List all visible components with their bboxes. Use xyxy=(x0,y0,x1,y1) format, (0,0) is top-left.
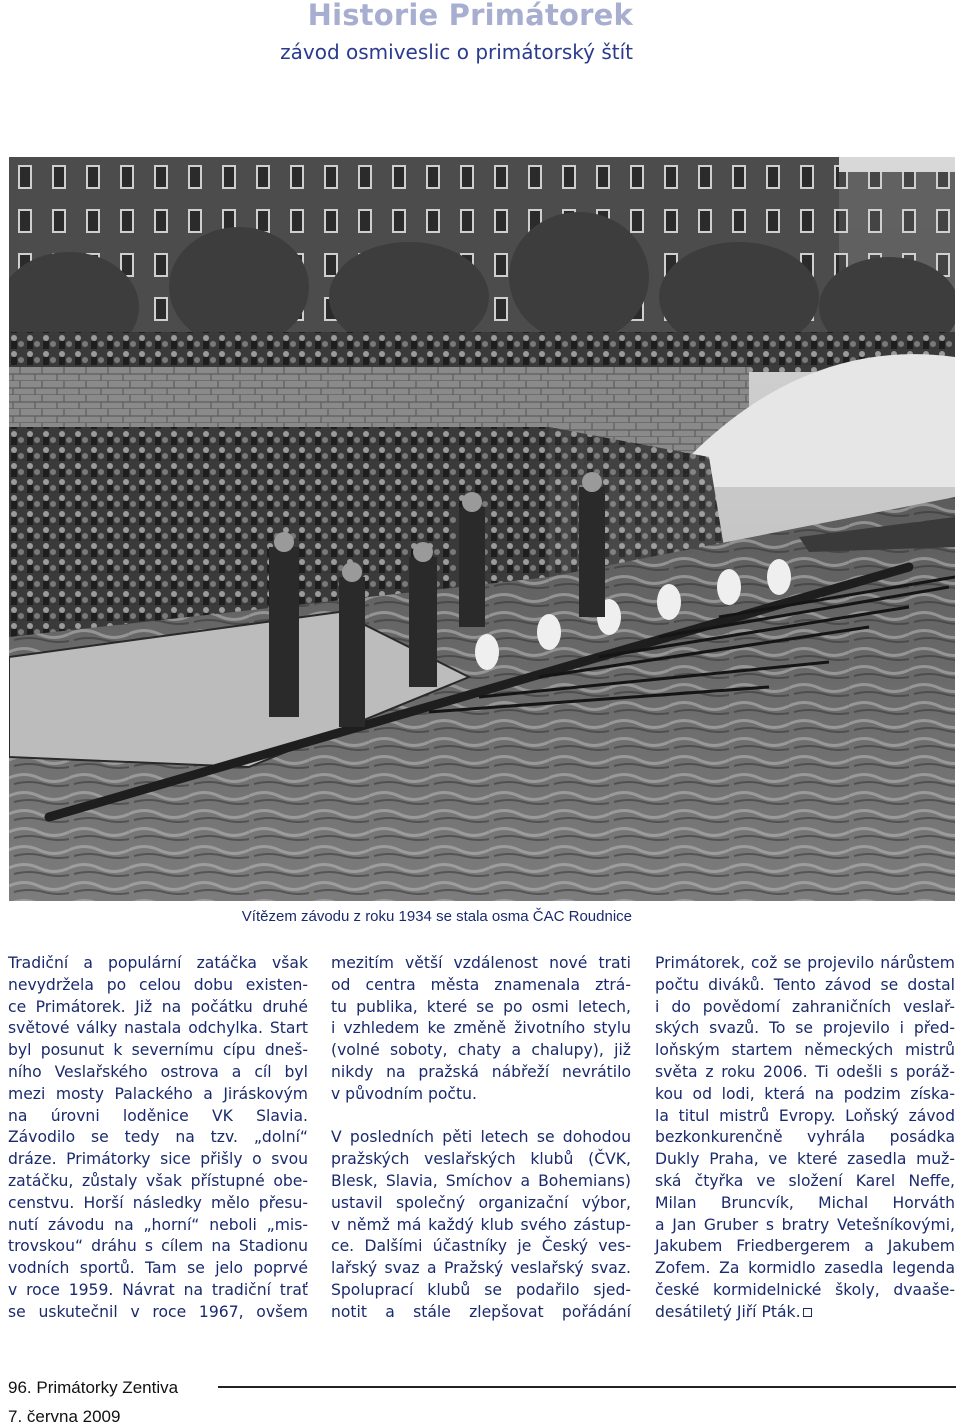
text-line: Zofem. Za kormidlo zasedla legenda xyxy=(655,1259,955,1278)
text-line: desátiletý Jiří Pták. xyxy=(655,1302,801,1321)
text-line: (volné soboty, chaty a chalupy), již xyxy=(331,1041,631,1060)
text-line: i vzhledem ke změně životního stylu xyxy=(331,1019,631,1038)
text-line: Jakubem Friedbergerem a Jakubem xyxy=(655,1237,955,1256)
text-line: ního Veslařského ostrova a cíl byl xyxy=(8,1062,308,1081)
text-line: dráze. Primátorky sice přišly o svou xyxy=(8,1150,308,1169)
paragraph-gap xyxy=(331,1106,631,1128)
text-line: lařský svaz a Pražský veslařský svaz. xyxy=(331,1259,631,1278)
text-line: kou od lodi, která na podzim získa- xyxy=(655,1084,955,1103)
text-line: la titul mistrů Evropy. Loňský závod xyxy=(655,1106,955,1125)
text-line: zatáčku, zůstaly však přístupné obe- xyxy=(8,1171,308,1190)
text-line: Dukly Praha, ve které zasedla muž- xyxy=(655,1150,955,1169)
text-line: Spoluprací klubů se podařilo sjed- xyxy=(331,1280,631,1299)
text-line: censtvu. Horší následky mělo přesu- xyxy=(8,1193,308,1212)
text-line: i do povědomí zahraničních veslař- xyxy=(655,997,955,1016)
text-line: ská čtyřka ve složení Karel Neffe, xyxy=(655,1171,955,1190)
text-line: mezitím větší vzdálenost nové trati xyxy=(331,954,631,972)
text-line: v němž má každý klub svého zástup- xyxy=(331,1215,631,1234)
text-line: Blesk, Slavia, Smíchov a Bohemians) xyxy=(331,1171,631,1190)
text-line: počtu diváků. Tento závod se dostal xyxy=(655,975,955,994)
text-line: ustavil společný organizační výbor, xyxy=(331,1193,631,1212)
text-line: pražských veslařských klubů (ČVK, xyxy=(331,1150,631,1169)
text-line: světové války nastala odchylka. Start xyxy=(8,1019,308,1038)
text-line: Primátorek, což se projevilo nárůstem xyxy=(655,954,955,972)
text-line: Milan Bruncvík, Michal Horváth xyxy=(655,1193,955,1212)
text-line: ce Primátorek. Již na počátku druhé xyxy=(8,997,308,1016)
text-line: Závodilo se tedy na tzv. „dolní“ xyxy=(8,1128,308,1147)
article-column-2 xyxy=(331,953,631,1324)
text-line: notit a stále zlepšovat pořádání xyxy=(331,1302,631,1321)
text-line: mezi mosty Palackého a Jiráskovým xyxy=(8,1084,308,1103)
text-line: nevydržela po celou dobu existen- xyxy=(8,975,308,994)
text-line: v roce 1959. Návrat na tradiční trať xyxy=(8,1280,308,1299)
text-line: ce. Dalšími účastníky je Český ves- xyxy=(331,1237,631,1256)
text-line: a Jan Gruber s bratry Vetešníkovými, xyxy=(655,1215,955,1234)
text-line: nutí závodu na „horní“ neboli „mis- xyxy=(8,1215,308,1234)
text-line: se uskutečnil v roce 1967, ovšem xyxy=(8,1302,308,1321)
text-line: v původním počtu. xyxy=(331,1084,477,1103)
text-line: byl posunut k severnímu cípu dneš- xyxy=(8,1041,308,1060)
footer-event-title: 96. Primátorky Zentiva xyxy=(8,1378,179,1397)
text-line: světa z roku 2006. Ti odešli s poráž- xyxy=(655,1062,955,1081)
text-line: bezkonkurenčně vyhrála posádka xyxy=(655,1128,955,1147)
page-title: Historie Primátorek xyxy=(307,0,633,32)
text-line: Tradiční a populární zatáčka však xyxy=(8,954,308,972)
text-line: na úrovni loděnice VK Slavia. xyxy=(8,1106,308,1125)
text-line: V posledních pěti letech se dohodou xyxy=(331,1128,631,1147)
text-line: vodních sportů. Tam se jelo poprvé xyxy=(8,1259,308,1278)
photo-caption: Vítězem závodu z roku 1934 se stala osma ČAC Roudnice xyxy=(241,908,632,925)
historical-photo xyxy=(9,157,955,901)
text-line: ských svazů. To se projevilo i před- xyxy=(655,1019,955,1038)
text-line-final xyxy=(655,1302,955,1324)
text-line: nikdy na pražská nábřeží nevrátilo xyxy=(331,1062,631,1081)
end-of-article-icon xyxy=(803,1308,812,1317)
footer-divider xyxy=(218,1386,956,1388)
text-line: od centra města znamenala ztrá- xyxy=(331,975,631,994)
text-line: trovskou“ dráhu s cílem na Stadionu xyxy=(8,1237,308,1256)
text-line: české kormidelnické školy, dvaaše- xyxy=(655,1280,955,1299)
text-line: loňským startem německých mistrů xyxy=(655,1041,955,1060)
article-column-1 xyxy=(8,953,308,1324)
footer-date: 7. června 2009 xyxy=(8,1407,121,1426)
page-subtitle: závod osmiveslic o primátorský štít xyxy=(280,40,633,64)
text-line: tu publika, které se po osmi letech, xyxy=(331,997,631,1016)
article-column-3 xyxy=(655,953,955,1324)
